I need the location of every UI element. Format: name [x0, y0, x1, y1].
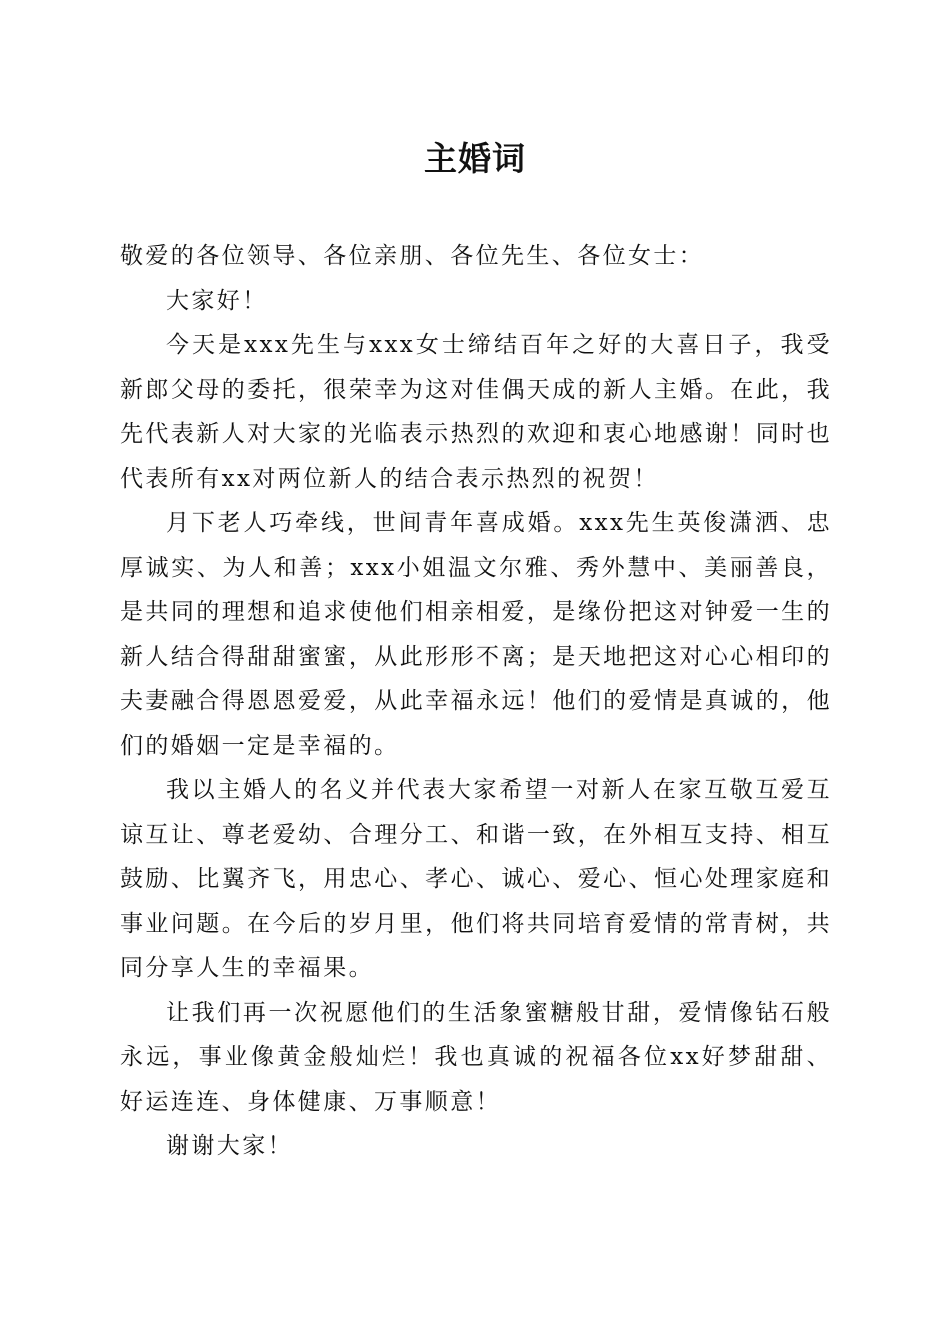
paragraph-wishes-for-couple: 我以主婚人的名义并代表大家希望一对新人在家互敬互爱互谅互让、尊老爱幼、合理分工、和谐一致，在外相互支持、相互鼓励、比翼齐飞，用忠心、孝心、诚心、爱心、恒心处理家庭和事业问题。在今后的岁月里，他们将共同培育爱情的常青树，共同分享人生的幸福果。: [120, 777, 832, 981]
paragraph-thanks: 谢谢大家！: [166, 1133, 293, 1159]
paragraph-greeting: 大家好！: [166, 287, 268, 314]
paragraph-blessing: 让我们再一次祝愿他们的生活象蜜糖般甘甜，爱情像钻石般永远，事业像黄金般灿烂！我也真诚的祝福各位xx好梦甜甜、好运连连、身体健康、万事顺意！: [120, 999, 832, 1115]
paragraph-introduction: 今天是xxx先生与xxx女士缔结百年之好的大喜日子，我受新郎父母的委托，很荣幸为这对佳偶天成的新人主婚。在此，我先代表新人对大家的光临表示热烈的欢迎和衷心地感谢！同时也代表所有xx对两位新人的结合表示热烈的祝贺！: [120, 332, 832, 492]
document-title: 主婚词: [424, 139, 526, 178]
document-body: [120, 234, 832, 1169]
salutation: 敬爱的各位领导、各位亲朋、各位先生、各位女士：: [120, 243, 705, 269]
paragraph-couple-praise: 月下老人巧牵线，世间青年喜成婚。xxx先生英俊潇洒、忠厚诚实、为人和善；xxx小姐温文尔雅、秀外慧中、美丽善良，是共同的理想和追求使他们相亲相爱，是缘份把这对钟爱一生的新人结合得甜甜蜜蜜，从此形形不离；是天地把这对心心相印的夫妻融合得恩恩爱爱，从此幸福永远！他们的爱情是真诚的，他们的婚姻一定是幸福的。: [120, 510, 832, 759]
